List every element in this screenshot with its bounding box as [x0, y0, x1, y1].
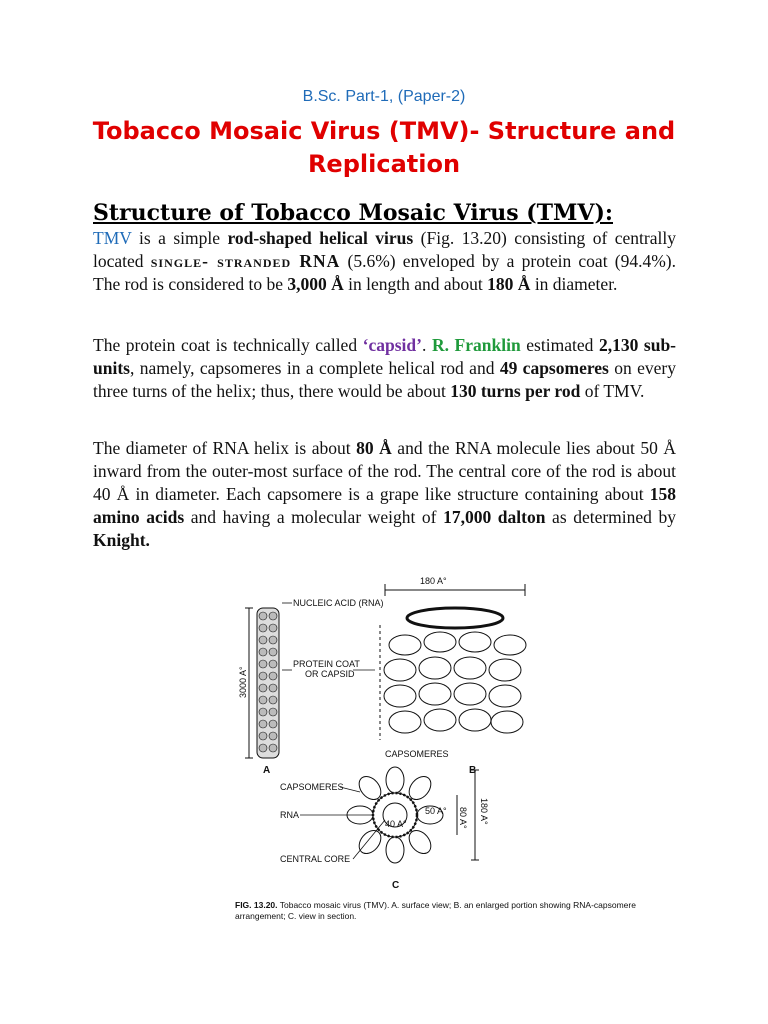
bold-term: 180 Å	[487, 274, 531, 294]
text: , namely, capsomeres in a complete helical rod and	[129, 358, 500, 378]
label-protein-coat: PROTEIN COAT	[293, 659, 360, 669]
text: and the RNA molecule lies about 50 Å inward from the outer-most surface of the rod. The central core of the rod is about 40 Å in diameter. Each capsomere is a grape like structure containing about	[93, 438, 677, 504]
label-3000: 3000 A°	[238, 666, 248, 698]
letter-b: B	[469, 765, 477, 776]
label-or-capsid: OR CAPSID	[305, 669, 355, 679]
text: of TMV.	[580, 381, 645, 401]
letter-c: C	[392, 880, 400, 891]
text: in length and about	[343, 274, 488, 294]
figure-number: FIG. 13.20.	[235, 900, 278, 910]
text: estimated	[520, 335, 599, 355]
text: on every three turns of the helix; thus, there would be about	[93, 358, 676, 401]
rod-surface-view	[245, 608, 279, 758]
paragraph-structure	[93, 227, 676, 296]
course-kicker: B.Sc. Part-1, (Paper-2)	[302, 88, 466, 105]
tmv-term: TMV	[93, 228, 132, 248]
label-capsomeres-c: CAPSOMERES	[280, 782, 344, 792]
figure-caption	[235, 900, 675, 922]
label-40: 40 A°	[385, 819, 407, 829]
bold-term: 130 turns per rod	[450, 381, 581, 401]
label-central-core: CENTRAL CORE	[280, 854, 351, 864]
page-title: Tobacco Mosaic Virus (TMV)- Structure and Replication	[92, 117, 676, 178]
text: .	[421, 335, 432, 355]
letter-a: A	[263, 765, 271, 776]
tmv-diagram	[235, 570, 675, 900]
bold-term: Knight.	[93, 530, 150, 550]
paragraph-rna-helix	[93, 437, 676, 552]
rna-term: single- stranded RNA	[150, 251, 341, 271]
bold-term: 80 Å	[356, 438, 392, 458]
label-nucleic-acid: NUCLEIC ACID (RNA)	[293, 598, 384, 608]
label-80: 80 A°	[458, 807, 468, 829]
caption-text: Tobacco mosaic virus (TMV). A. surface view; B. an enlarged portion showing RNA-capsomere arrangement; C. view in section.	[235, 900, 636, 921]
label-capsomeres-b: CAPSOMERES	[385, 749, 449, 759]
text: The protein coat is technically called	[93, 335, 363, 355]
text: The diameter of RNA helix is about	[93, 438, 357, 458]
text: (Fig. 13.20) consisting of centrally located	[93, 228, 676, 271]
bold-term: 49 capsomeres	[499, 358, 609, 378]
rod-enlarged-view	[380, 584, 526, 740]
capsid-term: ‘capsid’	[362, 335, 422, 355]
text: and having a molecular weight of	[184, 507, 444, 527]
paragraph-capsid	[93, 334, 676, 403]
label-rna: RNA	[280, 810, 300, 820]
bold-term: 3,000 Å	[287, 274, 344, 294]
label-180: 180 A°	[420, 576, 447, 586]
label-50: 50 A°	[425, 806, 447, 816]
text: as determined by	[545, 507, 677, 527]
bold-term: 158 amino acids	[93, 484, 676, 527]
section-heading: Structure of Tobacco Mosaic Virus (TMV):	[93, 200, 613, 226]
label-180c: 180 A°	[479, 798, 489, 825]
text: in diameter.	[530, 274, 618, 294]
bold-term: 2,130 sub-units	[93, 335, 677, 378]
tmv-figure	[235, 570, 675, 940]
bold-term: 17,000 dalton	[443, 507, 546, 527]
franklin-name: R. Franklin	[431, 335, 521, 355]
bold-term: rod-shaped helical virus	[227, 228, 414, 248]
text: is a simple	[131, 228, 228, 248]
text: (5.6%) enveloped by a protein coat (94.4%). The rod is considered to be	[93, 251, 676, 294]
